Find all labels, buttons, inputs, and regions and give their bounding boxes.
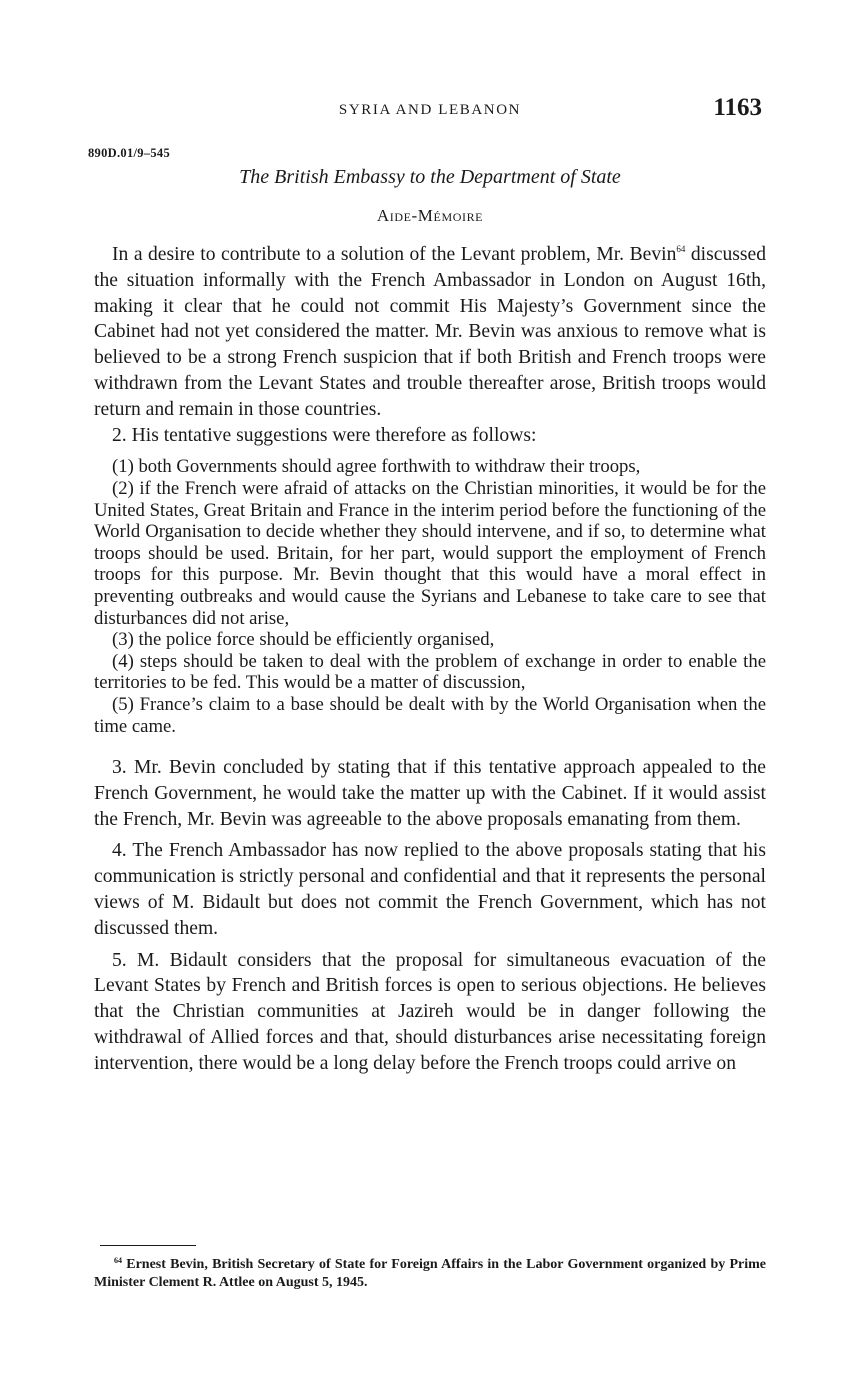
footnote-reference: 64 [676,244,686,254]
running-head [94,94,766,126]
document-body [94,242,766,1077]
paragraph-1-text-b: discussed the situation informally with the French Ambassador in London on August 16th, making it clear that he could not commit His Majesty’s Government since the Cabinet had not yet considered the matter. Mr. Bevin was anxious to remove what is believed to be a strong French suspicion that if both British and French troops were withdrawn from the Levant States and trouble thereafter arose, British troops would return and remain in those countries. [94,244,766,420]
document-title: The British Embassy to the Department of State [239,166,621,188]
document-type: Aide-Mémoire [376,206,484,225]
paragraph-3: 3. Mr. Bevin concluded by stating that if this tentative approach appealed to the French Government, he would take the matter up with the Cabinet. If it would assist the French, Mr. Bevin was agreeable to the above proposals emanating from them. [94,757,766,830]
paragraph-1-text-a: In a desire to contribute to a solution of the Levant problem, Mr. Bevin [112,244,677,265]
page-number: 1163 [713,94,762,121]
list-item-1: (1) both Governments should agree forthwith to withdraw their troops, [112,456,641,478]
footnote-text: Ernest Bevin, British Secretary of State for Foreign Affairs in the Labor Government organized by Prime Minister Clement R. Attlee on August 5, 1945. [94,1257,766,1290]
list-item-4: (4) steps should be taken to deal with the problem of exchange in order to enable the territories to be fed. This would be a matter of discussion, [94,650,766,694]
paragraph-2: 2. His tentative suggestions were therefore as follows: [112,424,537,446]
footnote-divider [100,1245,196,1246]
paragraph-1 [94,242,766,423]
list-item-3: (3) the police force should be efficiently organised, [112,629,495,651]
document-page [88,94,766,1290]
list-item-5: (5) France’s claim to a base should be dealt with by the World Organisation when the time came. [94,693,766,737]
footnote-marker: 64 [114,1256,122,1265]
list-item-2: (2) if the French were afraid of attacks on the Christian minorities, it would be for the United States, Great Britain and France in the interim period before the functioning of the World Organisation to decide whether they should intervene, and if so, to determine what troops should be used. Britain, for her part, would support the employment of French troops for this purpose. Mr. Bevin thought that this would have a moral effect in preventing outbreaks and would cause the Syrians and Lebanese to take care to see that disturbances did not arise, [94,477,766,629]
file-reference: 890D.01/9–545 [88,146,171,160]
footnote [94,1256,766,1292]
running-title: SYRIA AND LEBANON [338,102,522,118]
paragraph-5: 5. M. Bidault considers that the proposal for simultaneous evacuation of the Levant States by French and British forces is open to serious objections. He believes that the Christian communities at Jazireh would be in danger following the withdrawal of Allied forces and that, should disturbances arise necessitating foreign intervention, there would be a long delay before the French troops could arrive on [94,949,766,1074]
paragraph-4: 4. The French Ambassador has now replied to the above proposals stating that his communication is strictly personal and confidential and that it represents the personal views of M. Bidault but does not commit the French Government, which has not discussed them. [94,840,766,939]
